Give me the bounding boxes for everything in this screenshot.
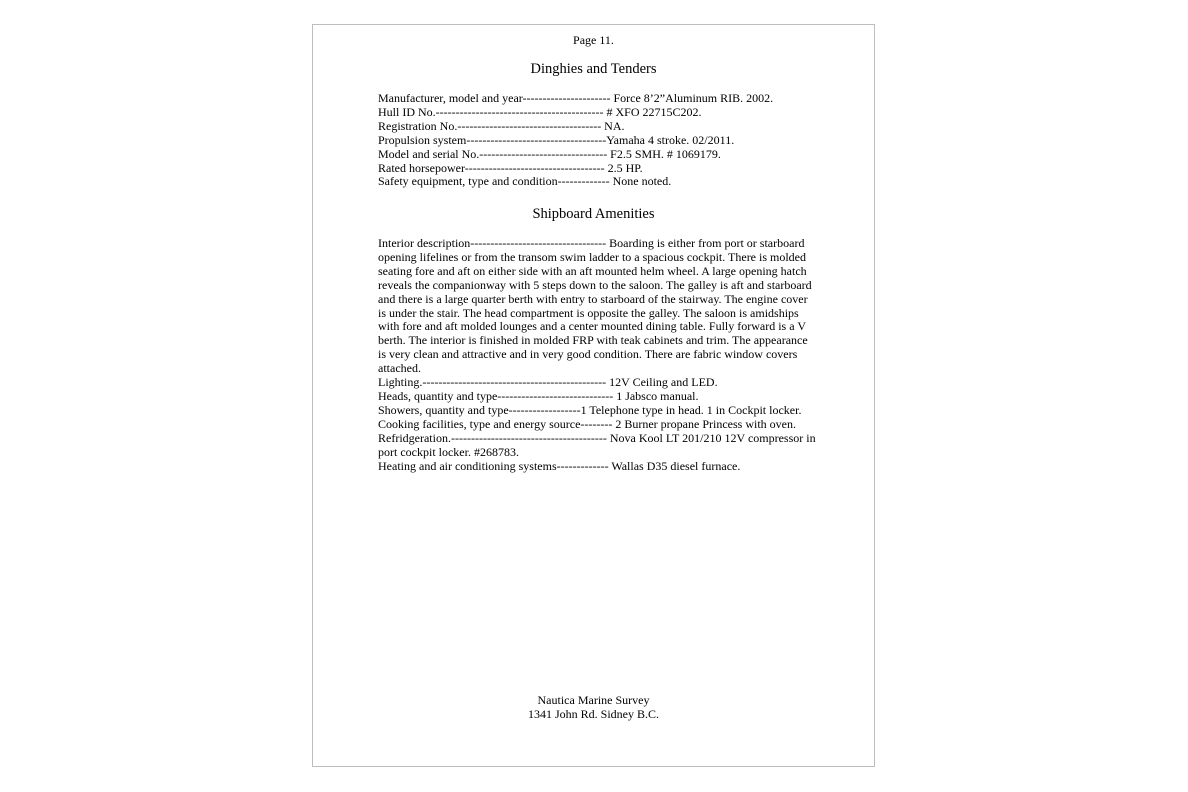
page-footer bbox=[313, 694, 874, 722]
spec-line-heads: Heads, quantity and type----------------------------- 1 Jabsco manual. bbox=[378, 388, 699, 403]
spec-line-hull-id: Hull ID No.------------------------------------------ # XFO 22715C202. bbox=[378, 104, 702, 119]
section-title-dinghies: Dinghies and Tenders bbox=[530, 61, 657, 77]
dinghy-specs bbox=[378, 92, 818, 189]
interior-description: Interior description---------------------------------- Boarding is either from port or starboard opening lifelines or from the transom swim ladder to a spacious cockpit. There is molded seating fore and aft on either side with an aft mounted helm wheel. A large opening hatch reveals the companionway with 5 steps down to the saloon. The galley is aft and starboard and there is a large quarter berth with entry to starboard of the stairway. The engine cover is under the stair. The head compartment is opposite the galley. The saloon is amidships with fore and aft molded lounges and a center mounted dining table. Fully forward is a V berth. The interior is finished in molded FRP with teak cabinets and trim. The appearance is very clean and attractive and in very good condition. There are fabric window covers attached. bbox=[378, 236, 812, 376]
spec-line-refrigeration: Refridgeration.--------------------------------------- Nova Kool LT 201/210 12V compressor in port cockpit locker. #268783. bbox=[378, 430, 816, 459]
spec-line-propulsion: Propulsion system-----------------------------------Yamaha 4 stroke. 02/2011. bbox=[378, 132, 735, 147]
spec-line-horsepower: Rated horsepower----------------------------------- 2.5 HP. bbox=[378, 160, 643, 175]
spec-line-registration: Registration No.------------------------------------ NA. bbox=[378, 118, 625, 133]
spec-line-model-serial: Model and serial No.-------------------------------- F2.5 SMH. # 1069179. bbox=[378, 146, 721, 161]
footer-company: Nautica Marine Survey bbox=[537, 693, 650, 707]
page-number: Page 11. bbox=[573, 33, 614, 47]
section-title-amenities: Shipboard Amenities bbox=[532, 206, 655, 222]
footer-address: 1341 John Rd. Sidney B.C. bbox=[527, 706, 659, 721]
spec-line-showers: Showers, quantity and type------------------1 Telephone type in head. 1 in Cockpit locker. bbox=[378, 402, 802, 417]
amenity-specs bbox=[378, 237, 818, 473]
spec-line-lighting: Lighting.---------------------------------------------- 12V Ceiling and LED. bbox=[378, 375, 718, 390]
spec-line-manufacturer: Manufacturer, model and year---------------------- Force 8’2”Aluminum RIB. 2002. bbox=[378, 91, 774, 105]
spec-line-heating: Heating and air conditioning systems------------- Wallas D35 diesel furnace. bbox=[378, 458, 741, 473]
spec-line-cooking: Cooking facilities, type and energy source-------- 2 Burner propane Princess with oven. bbox=[378, 416, 796, 431]
spec-line-safety: Safety equipment, type and condition------------- None noted. bbox=[378, 174, 672, 189]
document-page bbox=[312, 24, 875, 767]
